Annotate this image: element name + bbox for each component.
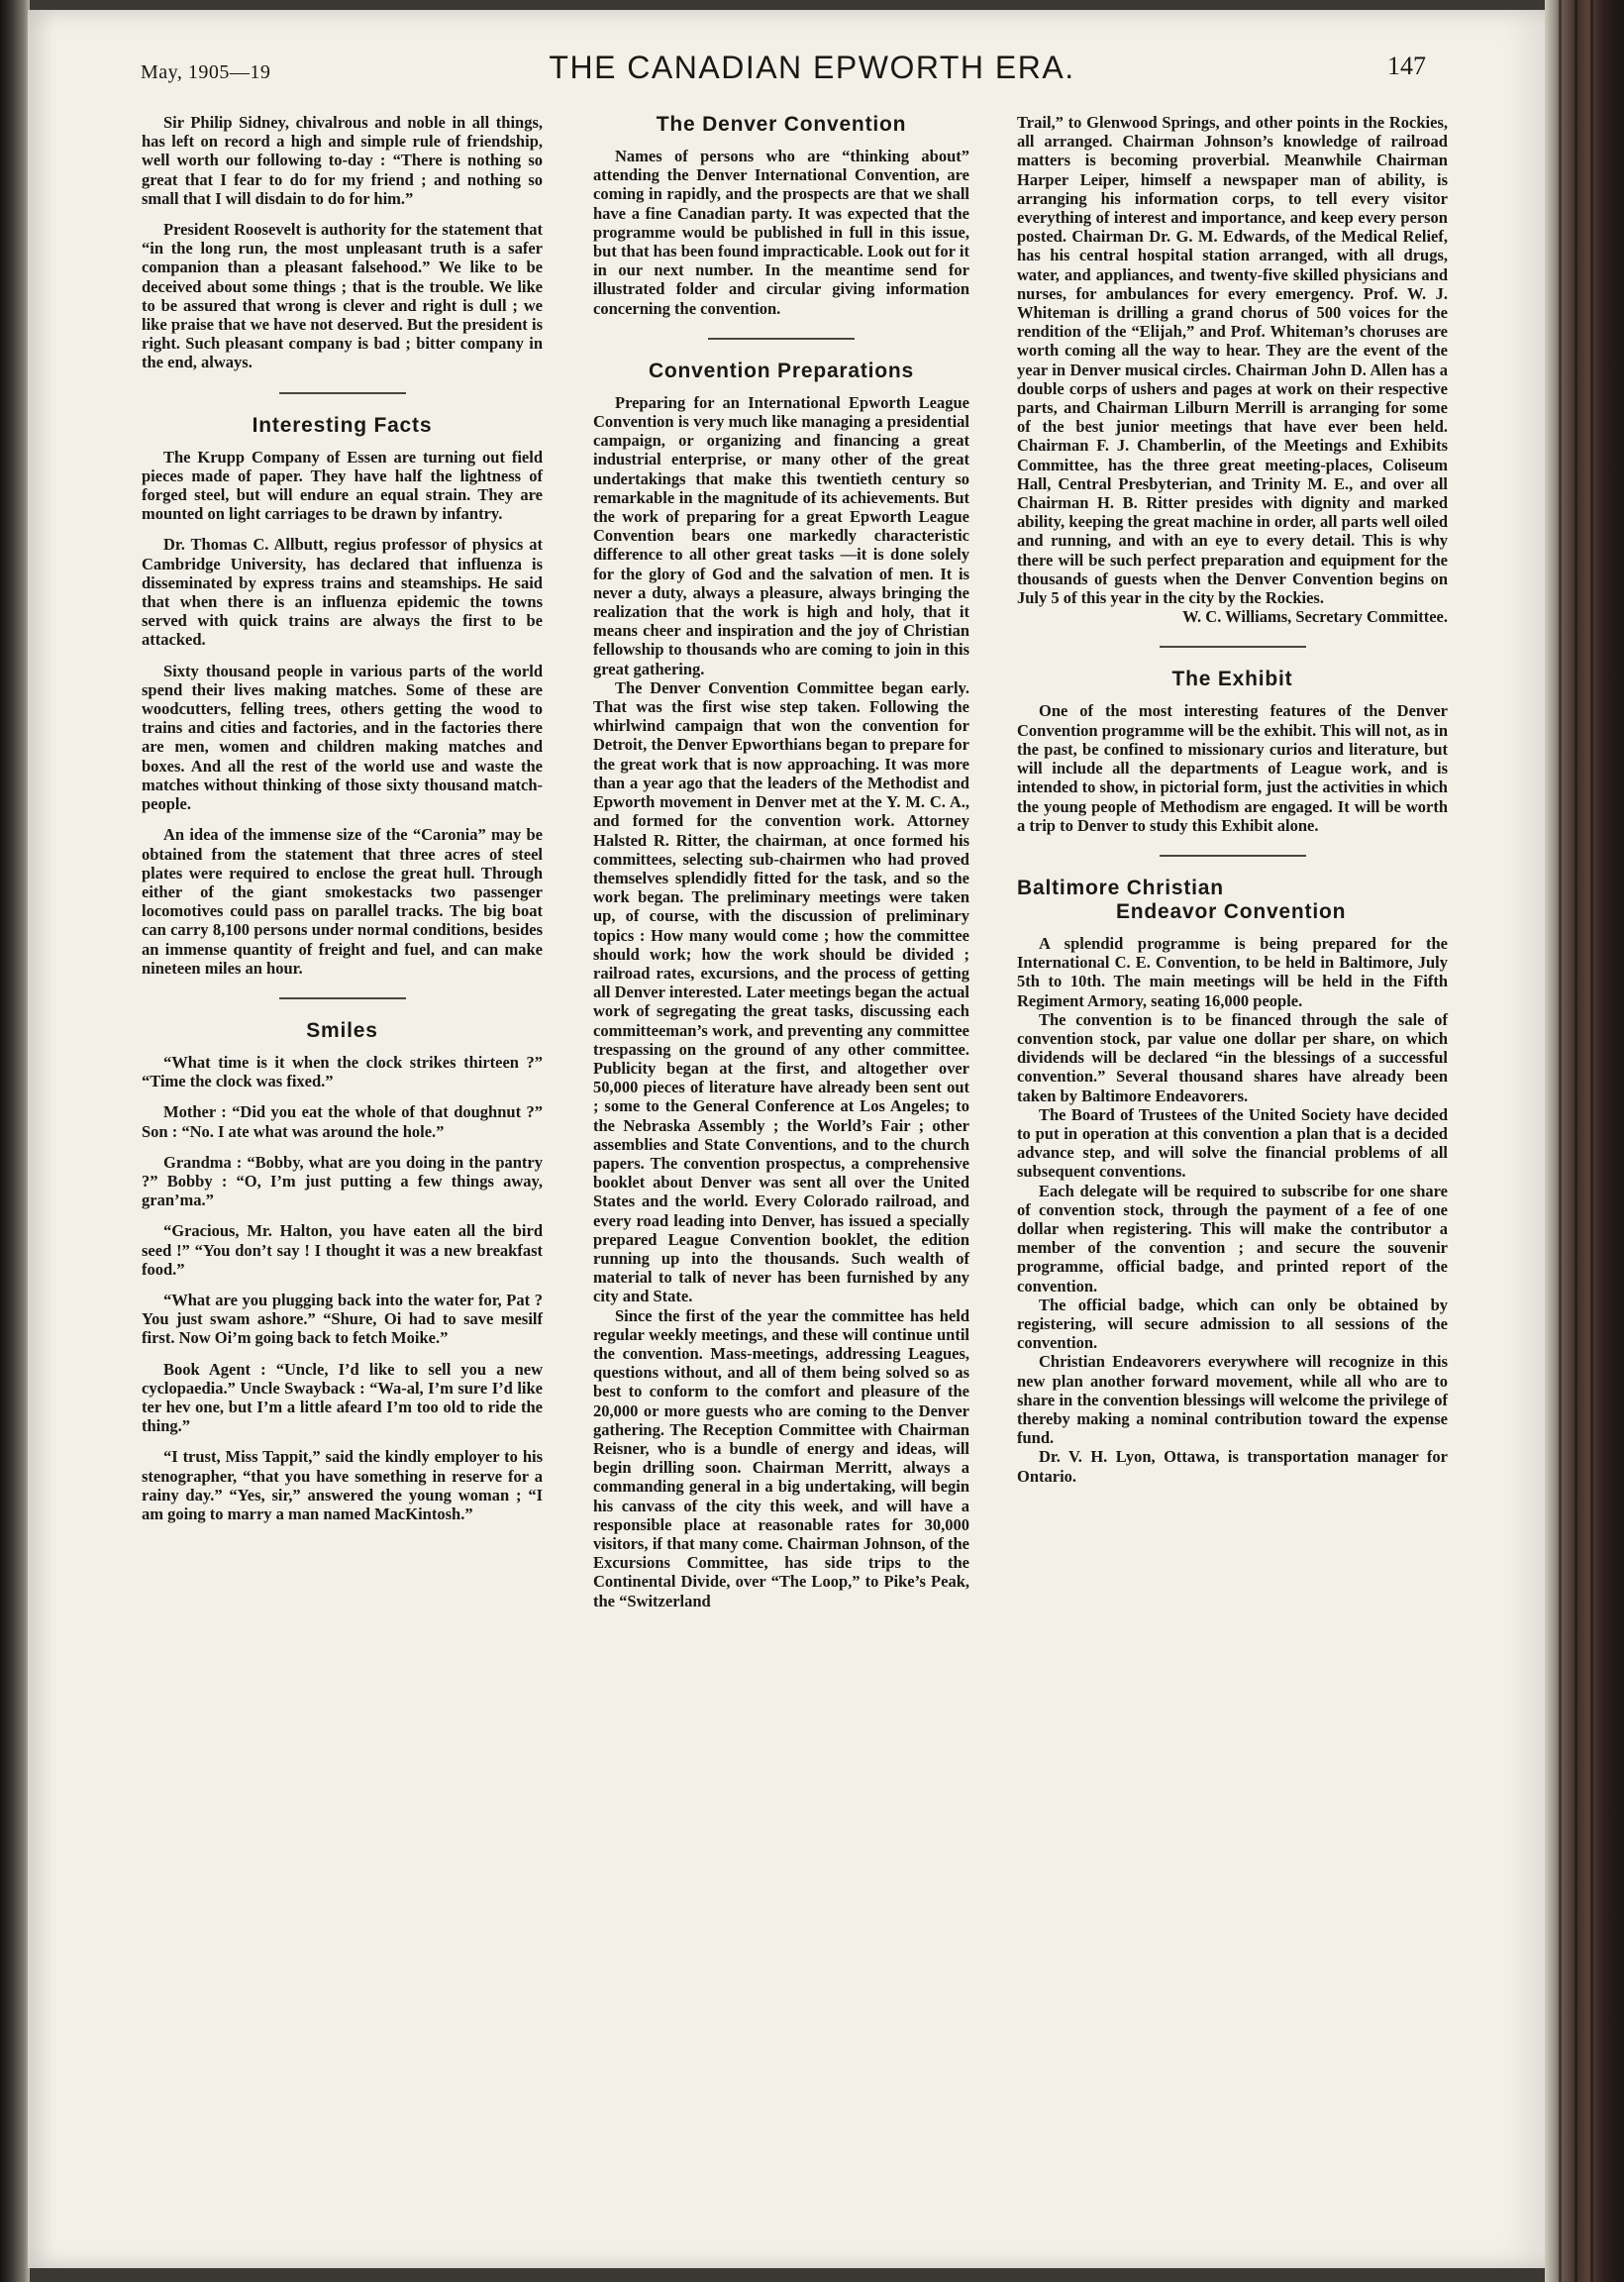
page-number: 147 <box>1387 52 1426 80</box>
spine-line <box>1559 0 1562 2282</box>
paragraph: An idea of the immense size of the “Caronia” may be obtained from the statement that three acres of steel plates were required to enclose the great hull. Through either of the giant smokestacks two passenger locomotives could pass on parallel tracks. The big boat can carry 8,100 persons under normal conditions, besides an immense quantity of freight and fuel, and can make nineteen miles an hour. <box>142 825 543 978</box>
paragraph: Sixty thousand people in various parts of the world spend their lives making matches. Some of these are woodcutters, felling trees, others getting the wood to trains and cities and factories, and in the factories there are men, women and children making matches and boxes. And all the rest of the world use and waste the matches without thinking of those sixty thousand match-people. <box>142 661 543 814</box>
paragraph: Dr. V. H. Lyon, Ottawa, is transportation manager for Ontario. <box>1017 1447 1448 1486</box>
section-heading: The Exhibit <box>1171 668 1293 691</box>
paragraph: “What time is it when the clock strikes thirteen ?” “Time the clock was fixed.” <box>142 1052 543 1091</box>
issue-date: May, 1905—19 <box>141 61 271 83</box>
journal-title: THE CANADIAN EPWORTH ERA. <box>549 50 1075 85</box>
paragraph: Sir Philip Sidney, chivalrous and noble in all things, has left on record a high and simple rule of friendship, well worth our following to-day : “There is nothing so great that I fear to do for my friend ; and nothing so small that I will disdain to do for him.” <box>142 113 543 208</box>
paragraph: A splendid programme is being prepared for the International C. E. Convention, to be held in Baltimore, July 5th to 10th. The main meetings will be held in the Fifth Regiment Armory, seating 16,000 people. <box>1017 933 1448 1010</box>
column-right <box>1017 113 1448 1486</box>
paragraph: President Roosevelt is authority for the statement that “in the long run, the most unpleasant truth is a safer companion than a pleasant falsehood.” We like to be deceived about some things ; that is the trouble. We like to be assured that wrong is clever and right is dull ; we like praise that we have not deserved. But the president is right. Such pleasant company is bad ; bitter company in the end, always. <box>142 220 543 372</box>
section-heading: Interesting Facts <box>252 413 433 437</box>
paragraph: Book Agent : “Uncle, I’d like to sell you a new cyclopaedia.” Uncle Swayback : “Wa-al, I’m sure I’d like ter hev one, but I’m a little afeard I’m too old to ride the thing.” <box>142 1359 543 1436</box>
section-heading: Convention Preparations <box>648 359 915 382</box>
paragraph: The convention is to be financed through the sale of convention stock, par value one dollar per share, on which dividends will be declared “in the blessings of a successful convention.” Several thousand shares have already been taken by Baltimore Endeavorers. <box>1017 1009 1448 1105</box>
book-spine <box>1545 0 1624 2282</box>
signature: W. C. Williams, Secretary Committee. <box>1182 607 1448 627</box>
paragraph: Preparing for an International Epworth League Convention is very much like managing a presidential campaign, or organizing and financing a great industrial enterprise, or many other of the great undertakings that make this twentieth century so remarkable in the magnitude of its achievements. But the work of preparing for a great Epworth League Convention bears one markedly characteristic difference to all other great tasks —it is done solely for the glory of God and the salvation of men. It is never a duty, always a pleasure, always bringing the realization that the work is high and holy, that it means cheer and inspiration and the joy of Christian fellowship to thousands who are coming to join in this great gathering. <box>593 392 969 678</box>
paragraph: Mother : “Did you eat the whole of that doughnut ?” Son : “No. I ate what was around the hole.” <box>142 1102 543 1141</box>
paragraph: The Krupp Company of Essen are turning out field pieces made of paper. They have half the lightness of forged steel, but will endure an equal strain. They are mounted on light carriages to be drawn by infantry. <box>142 447 543 524</box>
column-left <box>142 113 543 1523</box>
paragraph: One of the most interesting features of the Denver Convention programme will be the exhibit. This will not, as in the past, be confined to missionary curios and literature, but will include all the departments of League work, and is intended to show, in pictorial form, just the activities in which the young people of Methodism are engaged. It will be worth a trip to Denver to study this Exhibit alone. <box>1017 701 1448 835</box>
spine-line <box>1574 0 1577 2282</box>
spine-line <box>1590 0 1593 2282</box>
paragraph: Names of persons who are “thinking about” attending the Denver International Convention, are coming in rapidly, and the prospects are that we shall have a fine Canadian party. It was expected that the programme would be published in full in this issue, but that has been found impracticable. Look out for it in our next number. In the meantime send for illustrated folder and circular giving information concerning the convention. <box>593 147 969 318</box>
paragraph: Trail,” to Glenwood Springs, and other points in the Rockies, all arranged. Chairman Johnson’s knowledge of railroad matters is becoming proverbial. Meanwhile Chairman Harper Leiper, himself a newspaper man of ability, is arranging his information corps, to tell every visitor everything of interest and importance, and keep every person posted. Chairman Dr. G. M. Edwards, of the Medical Relief, has his central hospital station arranged, with all drugs, water, and appliances, and twenty-five skilled physicians and nurses, for ambulances for every emergency. Prof. W. J. Whiteman is drilling a grand chorus of 500 voices for the rendition of the “Elijah,” and Prof. Whiteman’s choruses are worth coming all the way to hear. They are the event of the year in Denver musical circles. Chairman John D. Allen has a double corps of ushers and pages at work on their respective parts, and Chairman Lilburn Merrill is arranging for some of the best junior meetings that have ever been held. Chairman F. J. Chamberlin, of the Meetings and Exhibits Committee, has the three great meeting-places, Coliseum Hall, Central Presbyterian, and Trinity M. E., and over all Chairman H. B. Ritter presides with dignity and marked ability, keeping the great machine in order, all parts well oiled and running, and with an eye to every detail. This is why there will be such perfect preparation and equipment for the thousands of guests when the Denver Convention begins on July 5 of this year in the city by the Rockies. <box>1017 113 1448 608</box>
paragraph: “What are you plugging back into the water for, Pat ? You just swam ashore.” “Shure, Oi had to save mesilf first. Now Oi’m going back to fetch Moike.” <box>142 1290 543 1348</box>
paragraph: The Denver Convention Committee began early. That was the first wise step taken. Following the whirlwind campaign that won the convention for Detroit, the Denver Epworthians began to prepare for the great work that is now approaching. It was more than a year ago that the leaders of the Methodist and Epworth movement in Denver met at the Y. M. C. A., and formed for the convention work. Attorney Halsted R. Ritter, the chairman, at once formed his committees, selecting sub-chairmen who had proved themselves splendidly fitted for the task, and so the work began. The preliminary meetings were taken up, of course, with the discussion of preliminary topics : How many would come ; how the committee should work; how the work should be divided ; railroad rates, excursions, and the process of getting all Denver interested. Later meetings began the actual work of segregating the great tasks, discussing each committeeman’s work, and preventing any committee trespassing on the ground of any other committee. Publicity began at the first, and altogether over 50,000 pieces of literature have already been sent out ; some to the General Conference at Los Angeles; to the Nebraska Assembly ; the World’s Fair ; other assemblies and State Conventions, and to the church papers. The convention prospectus, a comprehensive booklet about Denver was sent all over the United States and the world. Every Colorado railroad, and every road leading into Denver, has issued a specially prepared League Convention booklet, the edition running up into the thousands. Such wealth of material to talk of never has been furnished by any city and State. <box>593 677 969 1306</box>
paragraph: Christian Endeavorers everywhere will recognize in this new plan another forward movement, while all who are to share in the convention blessings will welcome the privilege of thereby making a nominal contribution toward the expense fund. <box>1017 1352 1448 1448</box>
column-middle <box>593 113 969 1610</box>
heading-line: Endeavor Convention <box>1116 899 1347 923</box>
section-heading: Smiles <box>306 1018 378 1042</box>
scan-edge <box>0 0 30 2282</box>
paragraph: The official badge, which can only be obtained by registering, will secure admission to all sessions of the convention. <box>1017 1295 1448 1353</box>
section-divider <box>279 392 406 394</box>
section-heading: The Denver Convention <box>656 113 907 136</box>
paragraph: Grandma : “Bobby, what are you doing in the pantry ?” Bobby : “O, I’m just putting a few things away, gran’ma.” <box>142 1152 543 1210</box>
section-divider <box>1160 646 1306 648</box>
section-divider <box>279 997 406 999</box>
page-header <box>139 48 1426 87</box>
paragraph: Since the first of the year the committee has held regular weekly meetings, and these will continue until the convention. Mass-meetings, addressing Leagues, questions without, and all of them being solved so as best to conform to the comfort and pleasure of the 20,000 or more guests who are coming to the Denver gathering. The Reception Committee with Chairman Reisner, who is a bundle of energy and ideas, will begin drilling soon. Chairman Merritt, always a commanding general in a big undertaking, will begin his canvass of the city this week, and will have a responsible place at reasonable rates for 30,000 visitors, if that many come. Chairman Johnson, of the Excursions Committee, has side trips to the Continental Divide, over “The Loop,” to Pike’s Peak, the “Switzerland <box>593 1305 969 1610</box>
section-heading <box>1017 877 1448 924</box>
heading-line: Baltimore Christian <box>1017 876 1224 899</box>
section-divider <box>708 338 855 340</box>
paragraph: “Gracious, Mr. Halton, you have eaten all the bird seed !” “You don’t say ! I thought it was a new breakfast food.” <box>142 1221 543 1279</box>
paragraph: Dr. Thomas C. Allbutt, regius professor of physics at Cambridge University, has declared that influenza is disseminated by express trains and steamships. He said that when there is an influenza epidemic the towns served with quick trains are always the first to be attacked. <box>142 535 543 650</box>
section-divider <box>1160 855 1306 857</box>
paragraph: “I trust, Miss Tappit,” said the kindly employer to his stenographer, “that you have something in reserve for a rainy day.” “Yes, sir,” answered the young woman ; “I am going to marry a man named MacKintosh.” <box>142 1447 543 1523</box>
paragraph: Each delegate will be required to subscribe for one share of convention stock, through the payment of a fee of one dollar when registering. This will make the contributor a member of the convention ; and secure the souvenir programme, official badge, and printed report of the convention. <box>1017 1181 1448 1296</box>
paragraph: The Board of Trustees of the United Society have decided to put in operation at this convention a plan that is a decided advance step, and will solve the financial problems of all subsequent conventions. <box>1017 1104 1448 1182</box>
